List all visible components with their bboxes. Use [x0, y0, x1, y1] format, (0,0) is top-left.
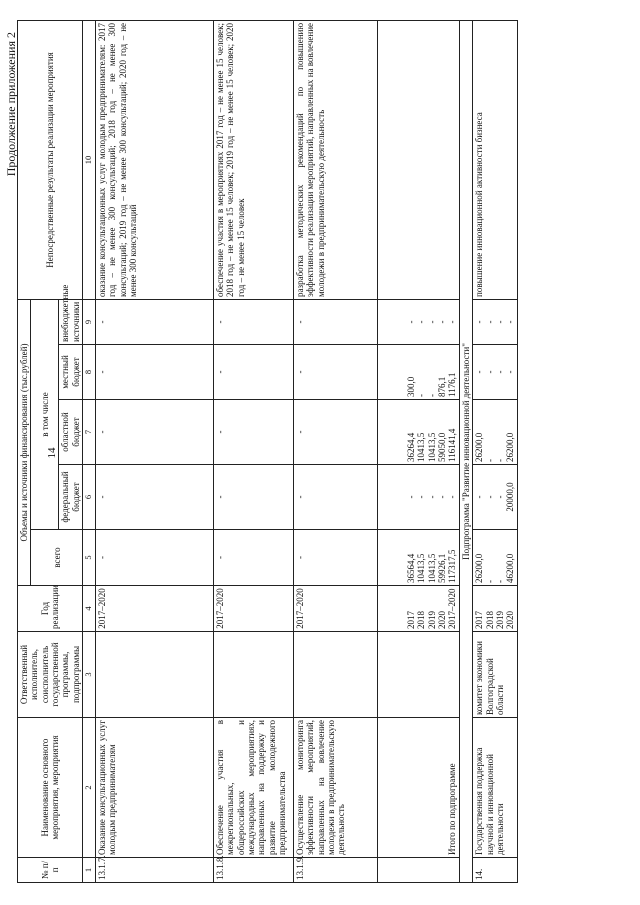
row-total: - [293, 530, 377, 586]
row-extra: - [95, 299, 213, 344]
subtotal-total: 36564,4 10413,5 10413,5 59926,1 117317,5 [377, 530, 459, 586]
col-index: 8 [83, 345, 96, 400]
row-total: - [213, 530, 293, 586]
table-row [213, 20, 293, 882]
header-total: всего [31, 530, 83, 586]
row-loc: - [213, 345, 293, 400]
header-funding: Объемы и источники финансирования (тыс.рублей) [18, 299, 31, 585]
subtotal-loc: 300,0 - - 876,1 1176,1 [377, 345, 459, 400]
row-name: Оказание консультационных услуг молодым предпринимателям [95, 718, 213, 858]
continuation-label: Продолжение приложения 2 [4, 32, 18, 177]
row-exec [95, 632, 213, 718]
row-name: Государственная поддержка научной и инновационной деятельности [473, 718, 517, 858]
row14-extra: - - - - [473, 299, 517, 344]
row14-fed: - - - 20000,0 [473, 465, 517, 530]
subtotal-fed: - - - - - [377, 465, 459, 530]
row-num: 13.1.8. [213, 858, 293, 883]
row-year: 2017–2020 [293, 586, 377, 632]
table-row [473, 20, 517, 882]
row-fed: - [293, 465, 377, 530]
subtotal-reg: 36264,4 10413,5 10413,5 59050,0 116141,4 [377, 400, 459, 465]
header-reg: областной бюджет [59, 400, 83, 465]
header-incl: в том числе [31, 299, 59, 529]
row-extra: - [293, 299, 377, 344]
table-row [95, 20, 213, 882]
col-index: 6 [83, 465, 96, 530]
row-exec: комитет экономики Волгоградской области [473, 632, 517, 718]
col-index: 5 [83, 530, 96, 586]
header-year: Год реализации [18, 586, 83, 632]
subprogram-title-row [459, 20, 472, 882]
header-name: Наименование основного мероприятия, мероприятия [18, 718, 83, 858]
row-year: 2017–2020 [95, 586, 213, 632]
col-index: 2 [83, 718, 96, 858]
row-name: Обеспечение участия в межрегиональных, общероссийских и международных мероприятиях, направленных на поддержку и развитие молодежного предпринимательства [213, 718, 293, 858]
header-results: Непосредственные результаты реализации мероприятия [18, 20, 83, 299]
subtotal-row [377, 20, 459, 882]
header-row [18, 20, 31, 882]
row14-total: 26200,0 - - 46200,0 [473, 530, 517, 586]
row-exec [293, 632, 377, 718]
row-fed: - [213, 465, 293, 530]
row-reg: - [213, 400, 293, 465]
row14-loc: - - - - [473, 345, 517, 400]
row-name: Осуществление мониторинга эффективности мероприятий, направленных на вовлечение молодежи в предпринимательскую деятельность [293, 718, 377, 858]
header-fed: федеральный бюджет [59, 465, 83, 530]
row-year: 2017–2020 [213, 586, 293, 632]
row-fed: - [95, 465, 213, 530]
column-index-row [83, 20, 96, 882]
row-loc: - [95, 345, 213, 400]
row-exec [213, 632, 293, 718]
row-total: - [95, 530, 213, 586]
row14-years: 2017 2018 2019 2020 [473, 586, 517, 632]
row-num: 13.1.7. [95, 858, 213, 883]
row-result: разработка методических рекомендаций по повышению эффективности реализации мероприятий, направленных на вовлечение молодежи в предпринимательскую деятельность [293, 20, 377, 299]
row-result: повышение инновационной активности бизнеса [473, 20, 517, 299]
header-loc: местный бюджет [59, 345, 83, 400]
row-result: оказание консультационных услуг молодым предпринимателям: 2017 год – не менее 300 консультаций; 2018 год – не менее 300 консультаций; 2019 год – не менее 300 консультаций; 2020 год – не менее 300 консультаций [95, 20, 213, 299]
table-row [293, 20, 377, 882]
subtotal-label: Итого по подпрограмме [377, 718, 459, 858]
row-result: обеспечение участия в мероприятиях 2017 год – не менее 15 человек; 2018 год – не менее 15 человек; 2019 год – не менее 15 человек; 2020 год – не менее 15 человек [213, 20, 293, 299]
row-loc: - [293, 345, 377, 400]
page-number: 14 [46, 447, 58, 459]
row14-reg: 26200,0 - - 26200,0 [473, 400, 517, 465]
program-table [17, 20, 518, 883]
row-reg: - [293, 400, 377, 465]
row-reg: - [95, 400, 213, 465]
row-extra: - [213, 299, 293, 344]
row-num: 14. [473, 858, 517, 883]
header-extra: внебюджетные источники [59, 299, 83, 344]
subtotal-years: 2017 2018 2019 2020 2017–2020 [377, 586, 459, 632]
header-exec: Ответственный исполнитель, соисполнитель государственной программы, подпрограммы [18, 632, 83, 718]
row-num: 13.1.9. [293, 858, 377, 883]
col-index: 7 [83, 400, 96, 465]
col-index: 1 [83, 858, 96, 883]
subtotal-extra: - - - - - [377, 299, 459, 344]
col-index: 9 [83, 299, 96, 344]
col-index: 4 [83, 586, 96, 632]
col-index: 3 [83, 632, 96, 718]
header-num: № п/п [18, 858, 83, 883]
subprogram-title: Подпрограмма "Развитие инновационной деятельности" [459, 20, 472, 882]
col-index: 10 [83, 20, 96, 299]
